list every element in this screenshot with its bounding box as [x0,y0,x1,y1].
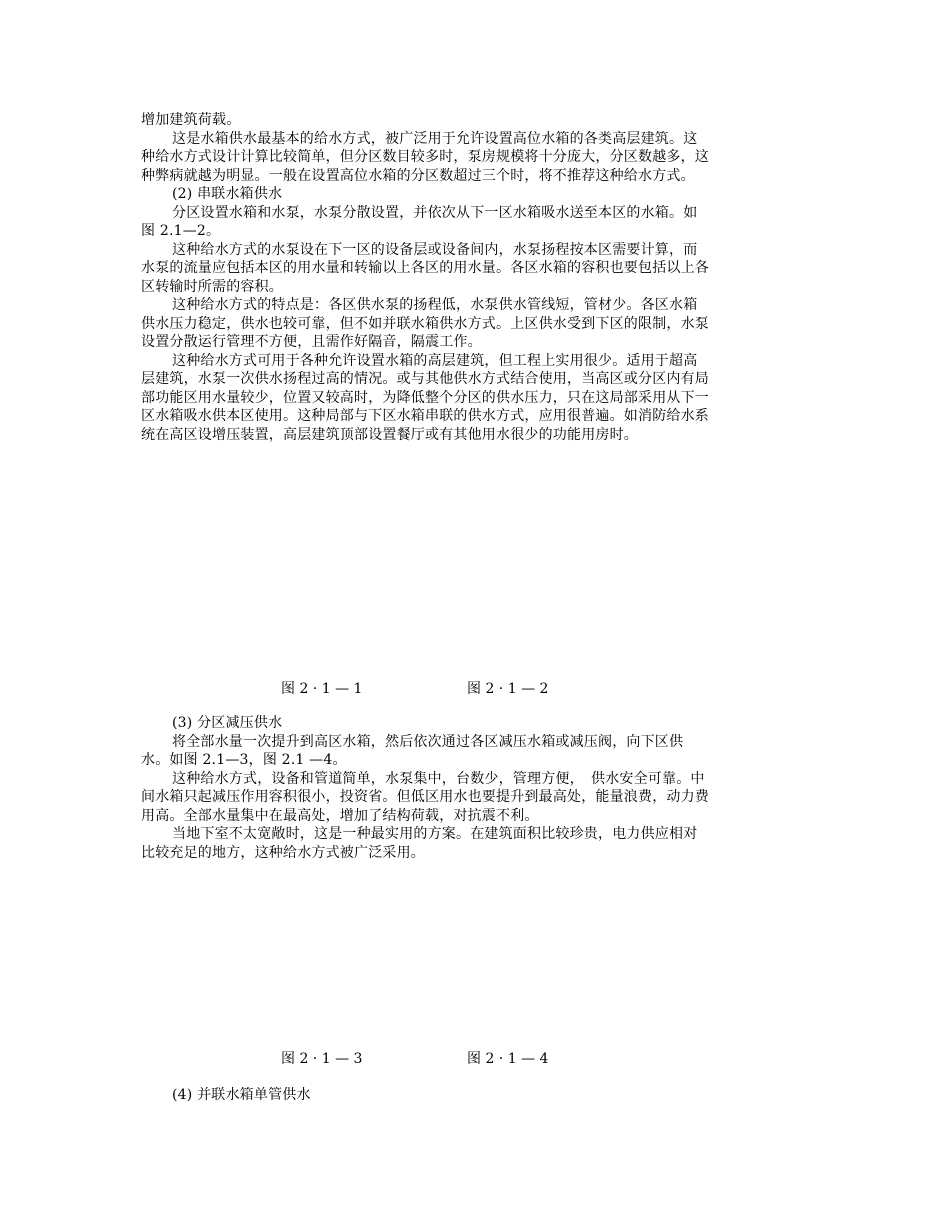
paragraph-pump-location: 这种给水方式的水泵设在下一区的设备层或设备间内，水泵扬程按本区需要计算，而水泵的流量应包括本区的用水量和转输以上各区的用水量。各区水箱的容积也要包括以上各区转输时所需的容积。 [141,241,709,295]
paragraph-pressure-reduction-usage: 当地下室不太宽敞时，这是一种最实用的方案。在建筑面积比较珍贵，电力供应相对比较充足的地方，这种给水方式被广泛采用。 [141,826,698,861]
figure-placeholder-2-1-1-and-2 [141,470,711,670]
figure-placeholder-2-1-3-and-4 [141,845,711,1040]
figure-caption-2-1-4: 图 2 · 1 — 4 [467,1051,549,1067]
paragraph-pressure-reduction-pros-cons: 这种给水方式，设备和管道简单，水泵集中，台数少，管理方便， 供水安全可靠。中间水箱只起减压作用容积很小，投资省。但低区用水也要提升到最高处，能量浪费，动力费用高。全部水量集中在最高处，增加了结构荷载，对抗震不利。 [141,770,709,824]
paragraph-characteristics: 这种给水方式的特点是：各区供水泵的扬程低，水泵供水管线短，管材少。各区水箱供水压力稳定，供水也较可靠，但不如并联水箱供水方式。上区供水受到下区的限制，水泵设置分散运行管理不方便，且需作好隔音，隔震工作。 [141,297,709,350]
section-parallel-tank-single-pipe [141,1086,711,1105]
paragraph-applications: 这种给水方式可用于各种允许设置水箱的高层建筑，但工程上实用很少。适用于超高层建筑，水泵一次供水扬程过高的情况。或与其他供水方式结合使用，当高区或分区内有局部功能区用水量较少，位置又较高时，为降低整个分区的供水压力，只在这局部采用从下一区水箱吸水供本区使用。这种局部与下区水箱串联的供水方式，应用很普遍。如消防给水系统在高区设增压装置，高层建筑顶部设置餐厅或有其他用水很少的功能用房时。 [141,352,709,443]
paragraph-series-setup: 分区设置水箱和水泵，水泵分散设置，并依次从下一区水箱吸水送至本区的水箱。如图 2.1—2。 [141,204,698,239]
figure-caption-2-1-2: 图 2 · 1 — 2 [467,681,549,697]
figure-caption-2-1-1: 图 2 · 1 — 1 [281,681,363,697]
paragraph-pressure-reduction-method: 将全部水量一次提升到高区水箱，然后依次通过各区减压水箱或减压阀，向下区供水。如图 2.1—3，图 2.1 —4。 [141,733,684,768]
figure-caption-2-1-3: 图 2 · 1 — 3 [281,1051,363,1067]
section-series-tank [141,111,711,444]
heading-series-tank-supply: (2) 串联水箱供水 [172,186,283,202]
paragraph-continuation: 增加建筑荷载。 [141,112,241,128]
paragraph-basic-method: 这是水箱供水最基本的给水方式，被广泛用于允许设置高位水箱的各类高层建筑。这种给水方式设计计算比较简单，但分区数目较多时，泵房规模将十分庞大，分区数越多，这种弊病就越为明显。一般在设置高位水箱的分区数超过三个时，将不推荐这种给水方式。 [141,130,709,184]
section-zoned-pressure-reduction [141,714,711,862]
heading-parallel-tank-single-pipe: (4) 并联水箱单管供水 [172,1087,311,1103]
heading-zoned-pressure-reduction: (3) 分区减压供水 [172,715,283,731]
